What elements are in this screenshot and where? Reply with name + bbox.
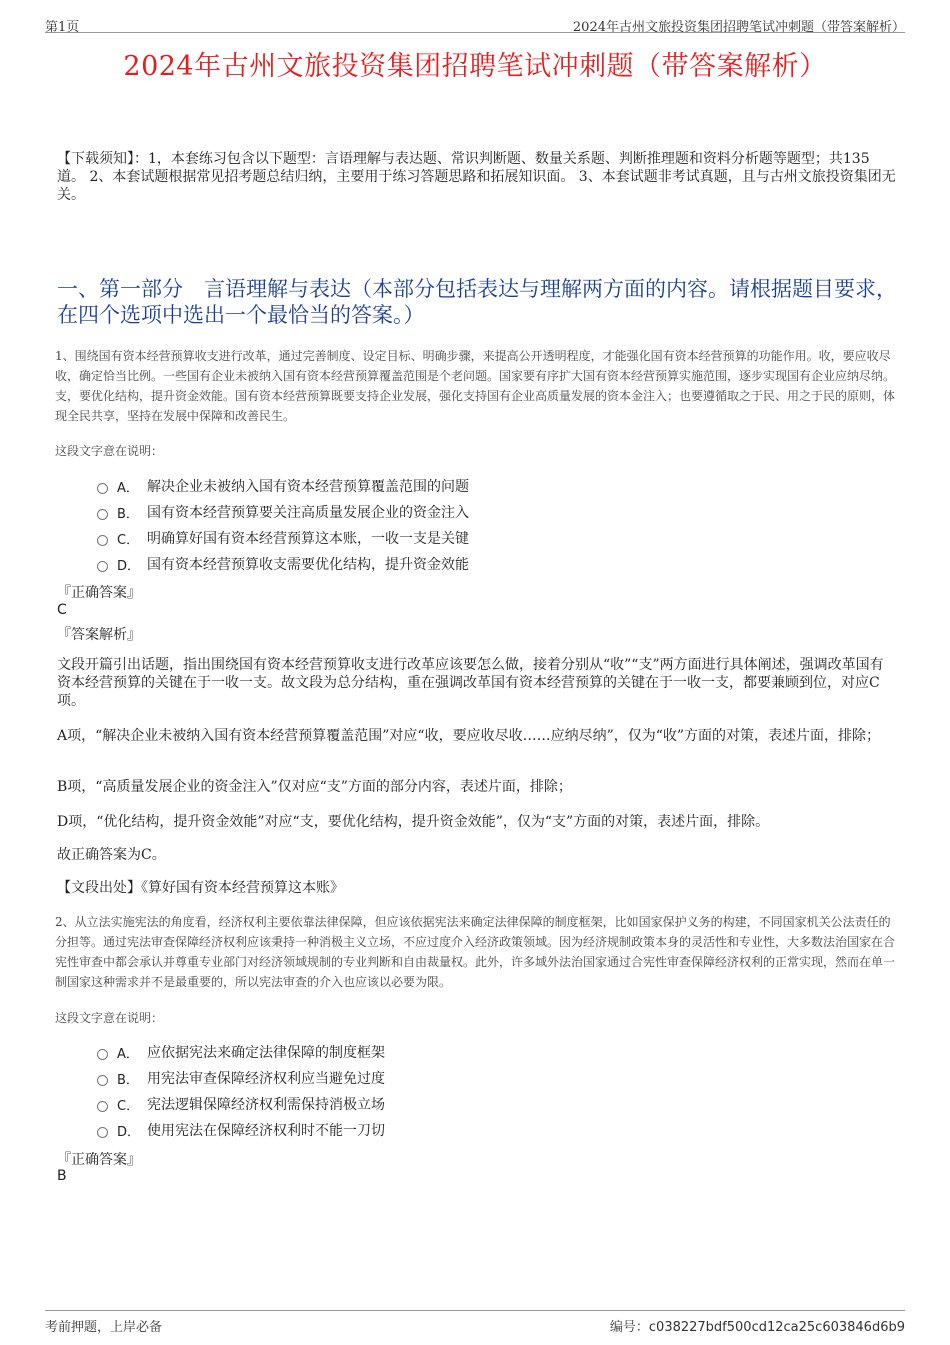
analysis-label: 『答案解析』 (57, 627, 141, 643)
radio-icon[interactable] (97, 1049, 108, 1060)
option-a[interactable]: A． 解决企业未被纳入国有资本经营预算覆盖范围的问题 (97, 473, 469, 499)
analysis-conclusion: 故正确答案为C。 (57, 847, 166, 863)
footer-slogan: 考前押题，上岸必备 (45, 1320, 163, 1335)
radio-icon[interactable] (97, 1075, 108, 1086)
analysis-option-d: D项，“优化结构，提升资金效能”对应“支，要优化结构，提升资金效能”，仅为“支”方面的对策，表述片面，排除。 (57, 814, 770, 830)
analysis-source: 【文段出处】《算好国有资本经营预算这本账》 (57, 880, 344, 896)
section-title: 一、第一部分 言语理解与表达（本部分包括表达与理解两方面的内容。请根据题目要求，在四个选项中选出一个最恰当的答案。） (57, 277, 897, 327)
option-text: 用宪法审查保障经济权利应当避免过度 (147, 1071, 385, 1087)
option-a[interactable]: A． 应依据宪法来确定法律保障的制度框架 (97, 1039, 385, 1065)
option-b[interactable]: B． 国有资本经营预算要关注高质量发展企业的资金注入 (97, 499, 469, 525)
question-1-prompt: 这段文字意在说明： (55, 444, 164, 458)
question-1-text: 1、围绕国有资本经营预算收支进行改革，通过完善制度、设定目标、明确步骤，来提高公开透明程度，才能强化国有资本经营预算的功能作用。收，要应收尽收，确定恰当比例。一些国有企业未被纳入国有资本经营预算覆盖范围是个老问题。国家要有序扩大国有资本经营预算实施范围，逐步实现国有企业应纳尽纳。支，要优化结构，提升资金效能。国有资本经营预算既要支持企业发展，强化支持国有企业高质量发展的资本金注入；也要遵循取之于民、用之于民的原则，体现全民共享，坚持在发展中保障和改善民生。 (55, 349, 896, 423)
analysis-option-a: A项，“解决企业未被纳入国有资本经营预算覆盖范围”对应“收，要应收尽收……应纳尽纳”，仅为“收”方面的对策，表述片面，排除； (57, 728, 881, 744)
option-d[interactable]: D． 国有资本经营预算收支需要优化结构，提升资金效能 (97, 551, 469, 577)
page-footer (45, 1310, 905, 1335)
option-text: 宪法逻辑保障经济权利需保持消极立场 (147, 1097, 385, 1113)
analysis-option-b: B项，“高质量发展企业的资金注入”仅对应“支”方面的部分内容，表述片面，排除； (57, 779, 572, 795)
download-notice: 【下载须知】：1，本套练习包含以下题型：言语理解与表达题、常识判断题、数量关系题、判断推理题和资料分析题等题型；共135道。 2、本套试题根据常见招考题总结归纳，主要用于练习答题思路和拓展知识面。 3、本套试题非考试真题，且与古州文旅投资集团无关。 (57, 151, 896, 203)
option-text: 明确算好国有资本经营预算这本账，一收一支是关键 (147, 531, 469, 547)
question-2-prompt: 这段文字意在说明： (55, 1011, 164, 1025)
radio-icon[interactable] (97, 1101, 108, 1112)
option-text: 使用宪法在保障经济权利时不能一刀切 (147, 1123, 385, 1139)
question-2-options (97, 1039, 385, 1143)
correct-answer: C (57, 602, 67, 618)
radio-icon[interactable] (97, 1127, 108, 1138)
radio-icon[interactable] (97, 561, 108, 572)
radio-icon[interactable] (97, 509, 108, 520)
option-text: 国有资本经营预算要关注高质量发展企业的资金注入 (147, 505, 469, 521)
page-header (45, 12, 905, 33)
option-c[interactable]: C． 宪法逻辑保障经济权利需保持消极立场 (97, 1091, 385, 1117)
document-title: 2024年古州文旅投资集团招聘笔试冲刺题（带答案解析） (123, 51, 827, 82)
correct-answer-label: 『正确答案』 (57, 585, 141, 601)
correct-answer: B (57, 1168, 67, 1184)
radio-icon[interactable] (97, 483, 108, 494)
option-text: 应依据宪法来确定法律保障的制度框架 (147, 1045, 385, 1061)
header-doc-title: 2024年古州文旅投资集团招聘笔试冲刺题（带答案解析） (572, 20, 905, 35)
option-b[interactable]: B． 用宪法审查保障经济权利应当避免过度 (97, 1065, 385, 1091)
document-code: c038227bdf500cd12ca25c603846d6b9 (648, 1320, 905, 1335)
footer-code: 编号：c038227bdf500cd12ca25c603846d6b9 (609, 1320, 905, 1335)
correct-answer-label: 『正确答案』 (57, 1152, 141, 1168)
question-2-text: 2、从立法实施宪法的角度看，经济权利主要依靠法律保障，但应该依据宪法来确定法律保障的制度框架，比如国家保护义务的构建，不同国家机关公法责任的分担等。通过宪法审查保障经济权利应该秉持一种消极主义立场，不应过度介入经济政策领域。因为经济规制政策本身的灵活性和专业性，大多数法治国家在合宪性审查中都会承认并尊重专业部门对经济领域规制的专业判断和自由裁量权。此外，许多域外法治国家通过合宪性审查保障经济权利的正常实现，然而在单一制国家这种需求并不是最重要的，所以宪法审查的介入也应该以必要为限。 (55, 915, 896, 989)
option-text: 解决企业未被纳入国有资本经营预算覆盖范围的问题 (147, 479, 469, 495)
option-c[interactable]: C． 明确算好国有资本经营预算这本账，一收一支是关键 (97, 525, 469, 551)
analysis-paragraph: 文段开篇引出话题，指出围绕国有资本经营预算收支进行改革应该要怎么做，接着分别从“收”“支”两方面进行具体阐述，强调改革国有资本经营预算的关键在于一收一支。故文段为总分结构，重在强调改革国有资本经营预算的关键在于一收一支，都要兼顾到位，对应C项。 (57, 657, 884, 709)
option-text: 国有资本经营预算收支需要优化结构，提升资金效能 (147, 557, 469, 573)
page-number: 第1页 (45, 20, 80, 35)
question-1-options (97, 473, 469, 577)
radio-icon[interactable] (97, 535, 108, 546)
option-d[interactable]: D． 使用宪法在保障经济权利时不能一刀切 (97, 1117, 385, 1143)
